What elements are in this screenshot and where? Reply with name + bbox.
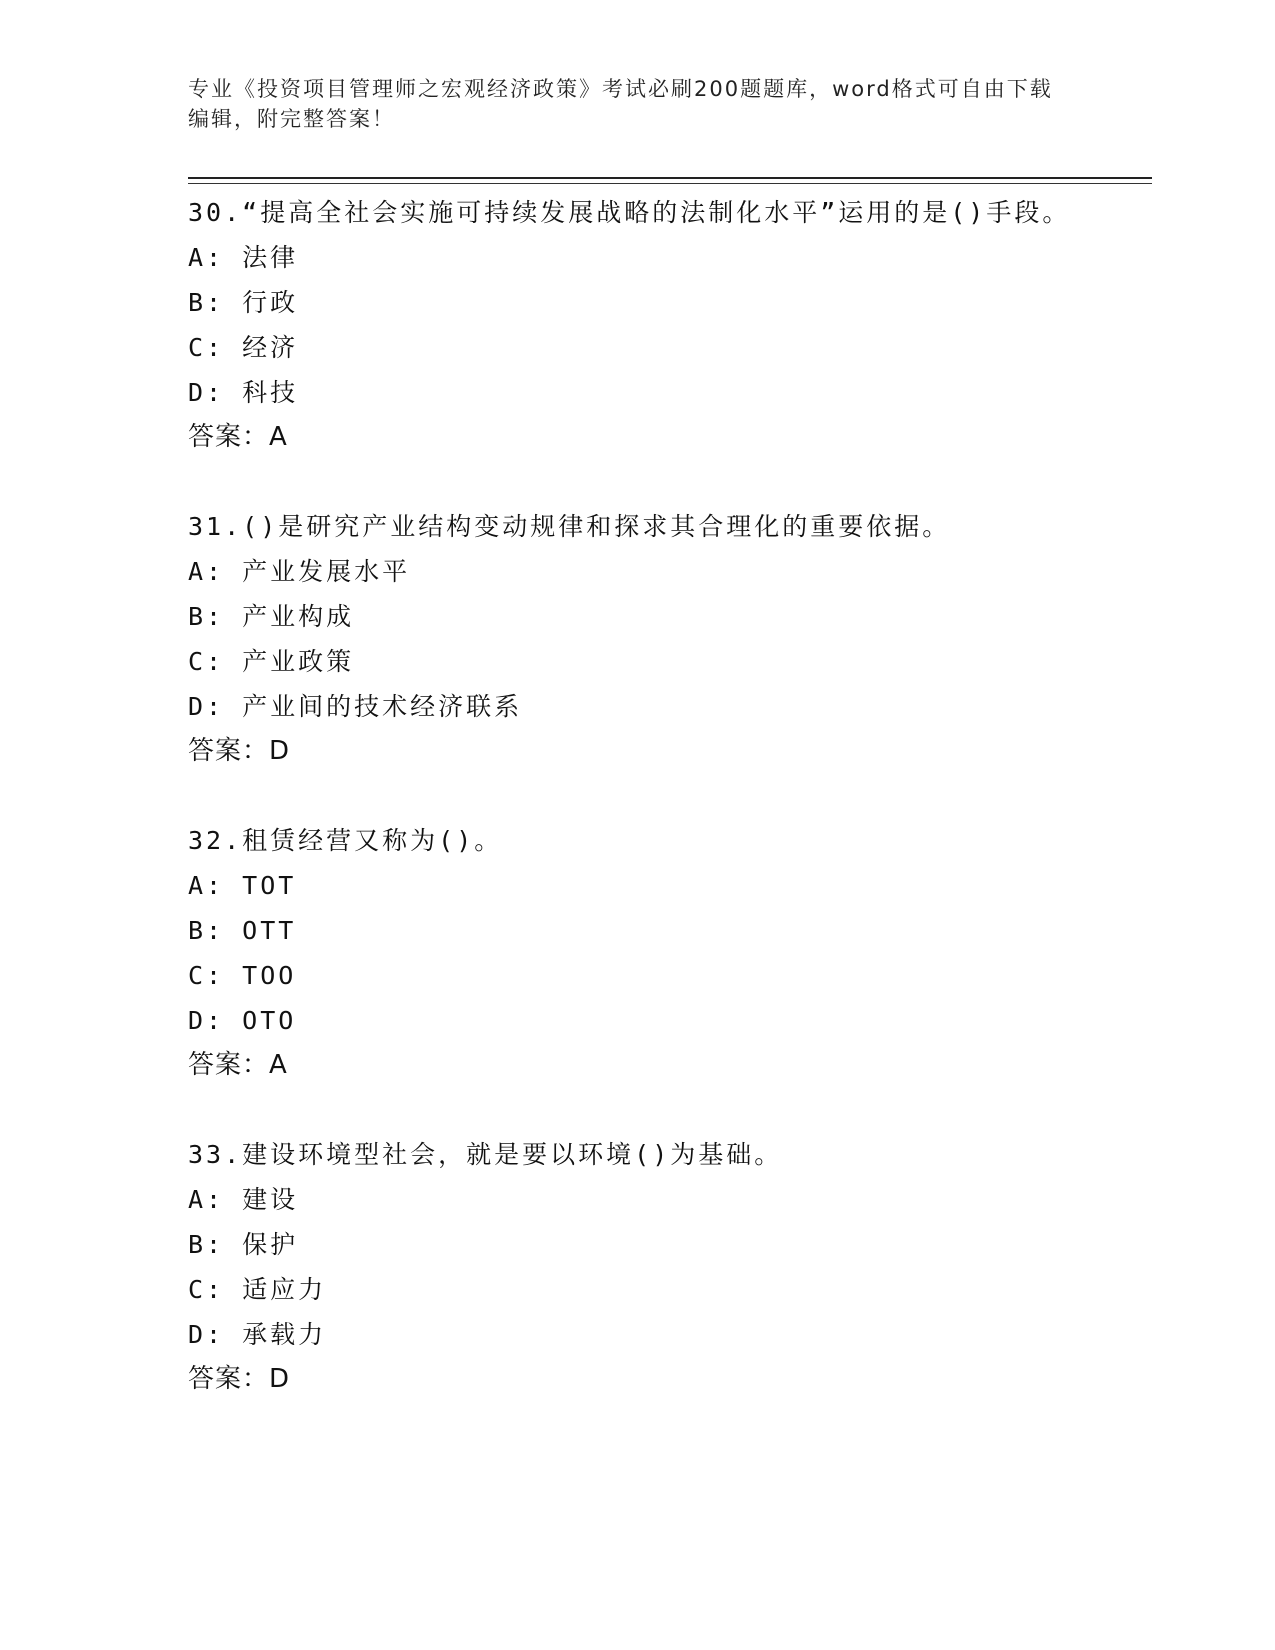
question-stem: 32.租赁经营又称为()。	[188, 826, 503, 855]
document-header: 专业《投资项目管理师之宏观经济政策》考试必刷200题题库，word格式可自由下载编辑，附完整答案！	[188, 77, 1053, 131]
option-b: B: 保护	[188, 1230, 299, 1259]
option-b: B: OTT	[188, 916, 297, 945]
header-divider-thin	[188, 183, 1152, 184]
question-30	[188, 190, 1088, 460]
option-c: C: 经济	[188, 333, 299, 362]
option-b: B: 产业构成	[188, 602, 355, 631]
question-32	[188, 818, 1088, 1088]
option-c: C: 适应力	[188, 1275, 327, 1304]
question-stem: 31.()是研究产业结构变动规律和探求其合理化的重要依据。	[188, 512, 951, 541]
option-b: B: 行政	[188, 288, 299, 317]
option-d: D: 承载力	[188, 1320, 327, 1349]
header-divider-thick	[188, 177, 1152, 179]
option-c: C: 产业政策	[188, 647, 355, 676]
option-d: D: 科技	[188, 378, 299, 407]
option-a: A: 产业发展水平	[188, 557, 411, 586]
answer-line: 答案：D	[188, 1364, 291, 1394]
option-a: A: 法律	[188, 243, 299, 272]
question-list	[188, 190, 1088, 1446]
answer-line: 答案：A	[188, 422, 288, 452]
question-33	[188, 1132, 1088, 1402]
question-31	[188, 504, 1088, 774]
option-a: A: TOT	[188, 871, 297, 900]
option-a: A: 建设	[188, 1185, 299, 1214]
option-d: D: 产业间的技术经济联系	[188, 692, 523, 721]
question-stem: 33.建设环境型社会，就是要以环境()为基础。	[188, 1140, 783, 1169]
answer-line: 答案：D	[188, 736, 291, 766]
question-stem: 30.“提高全社会实施可持续发展战略的法制化水平”运用的是()手段。	[188, 198, 1071, 227]
option-d: D: OTO	[188, 1006, 297, 1035]
option-c: C: TOO	[188, 961, 297, 990]
answer-line: 答案：A	[188, 1050, 288, 1080]
